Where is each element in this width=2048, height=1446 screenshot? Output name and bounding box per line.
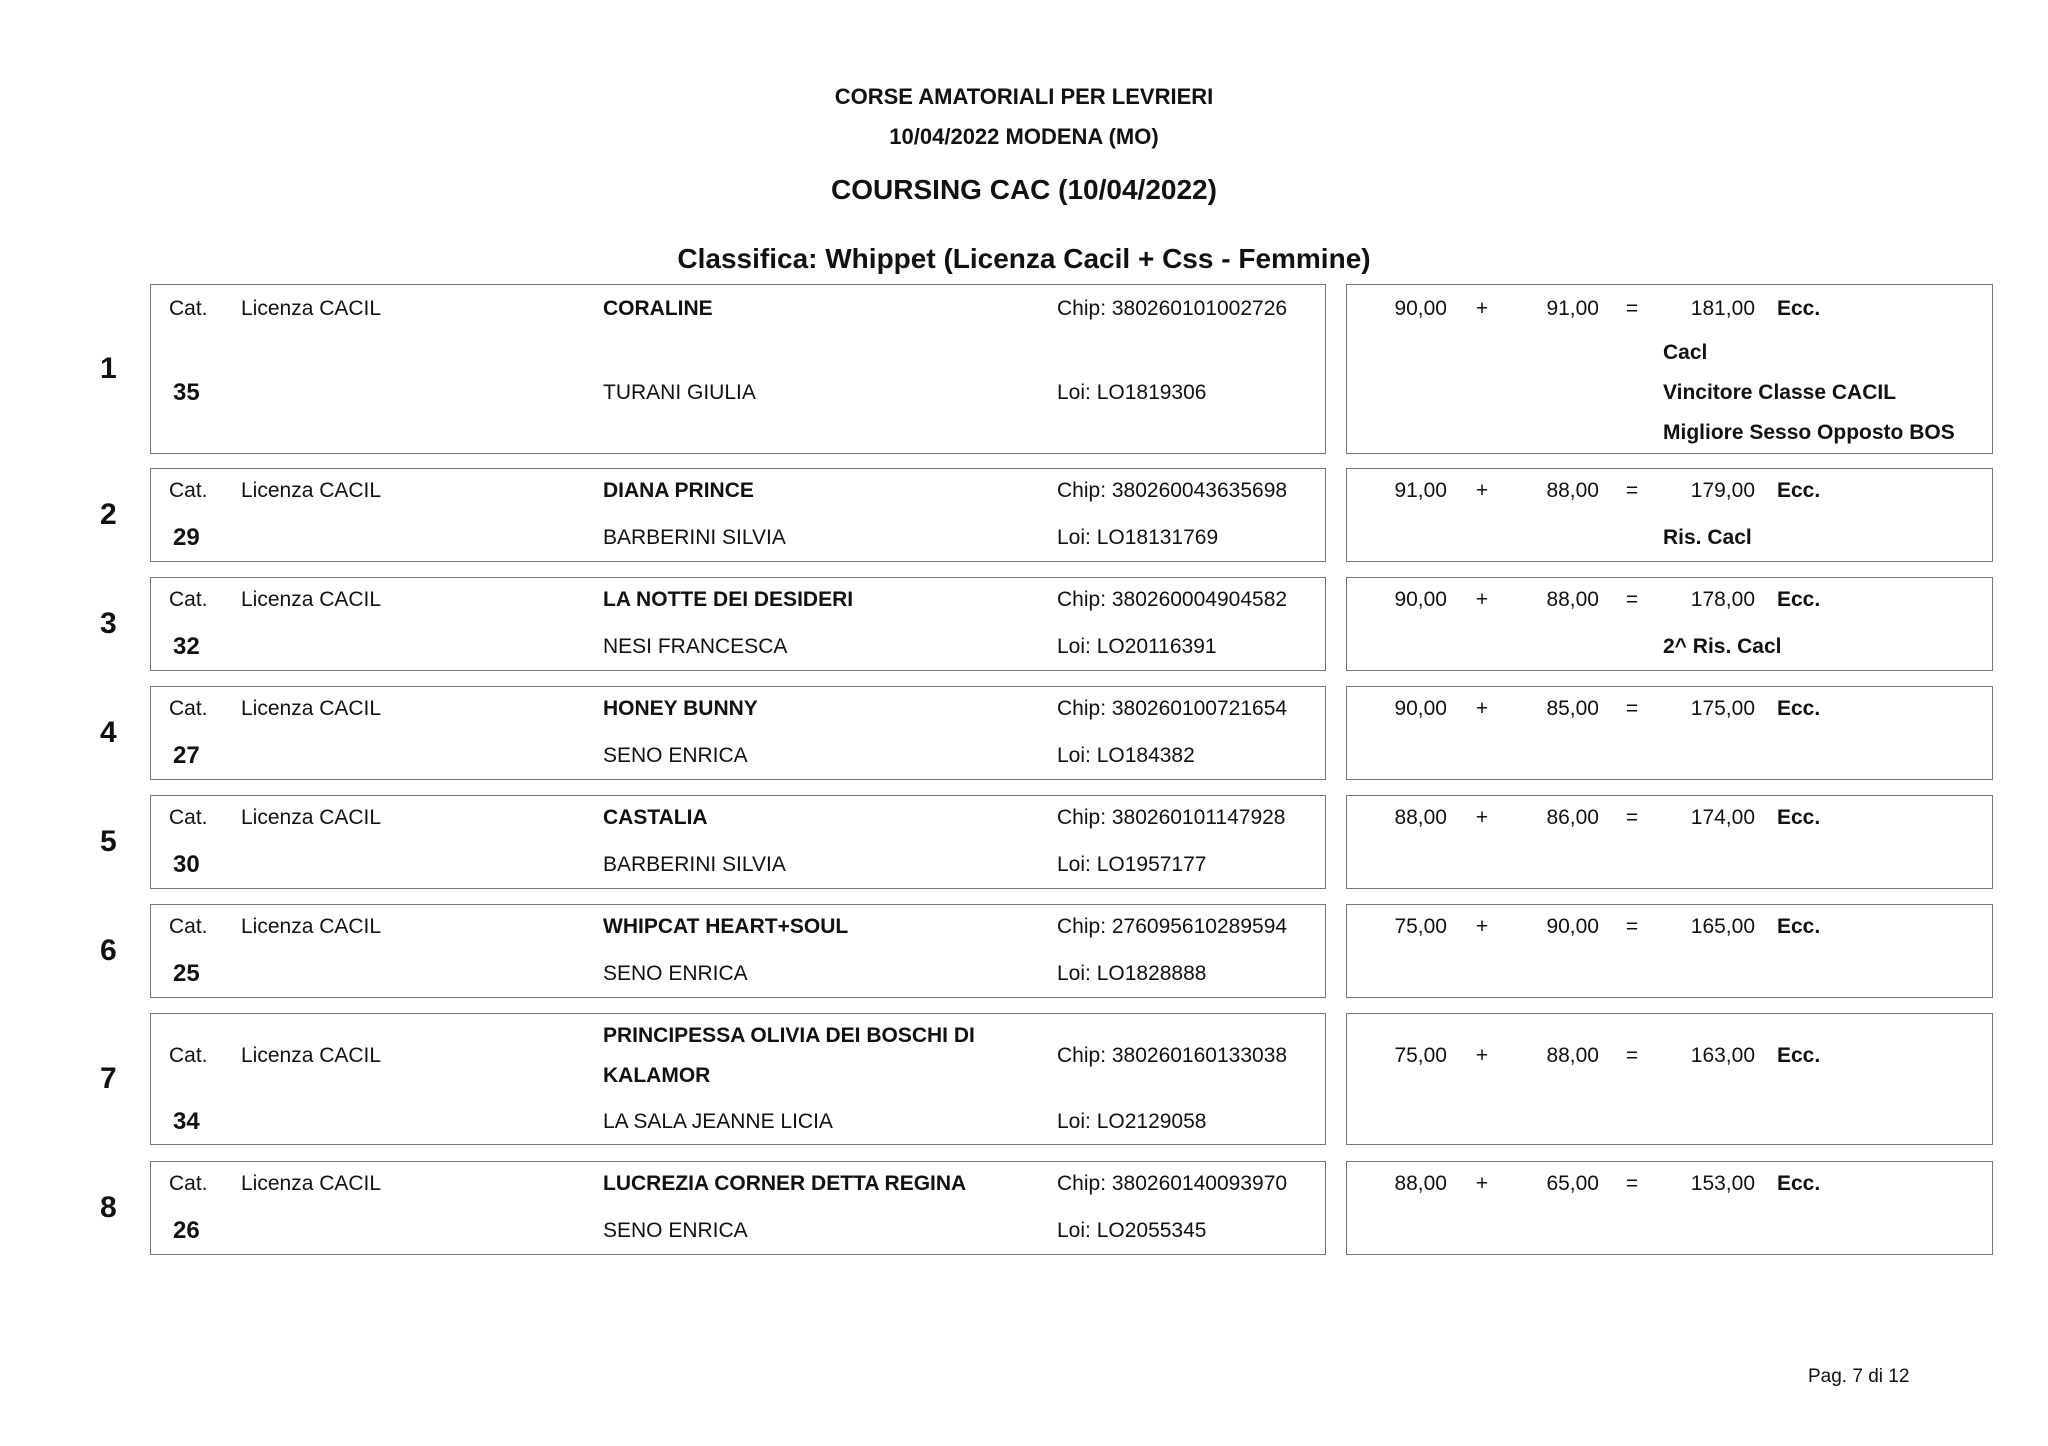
award: Ris. Cacl — [1663, 526, 1752, 549]
ranking-entry — [0, 1161, 2048, 1255]
ranking-entry — [0, 686, 2048, 780]
loi-number: Loi: LO2129058 — [1057, 1110, 1207, 1133]
score-2: 86,00 — [1546, 806, 1599, 829]
loi-number: Loi: LO18131769 — [1057, 526, 1219, 549]
award: Migliore Sesso Opposto BOS — [1663, 421, 1955, 444]
score-box — [1346, 468, 1993, 562]
loi-number: Loi: LO1828888 — [1057, 962, 1207, 985]
owner-name: SENO ENRICA — [603, 744, 748, 767]
dog-info-box — [150, 1013, 1326, 1145]
total-score: 174,00 — [1690, 806, 1755, 829]
equals-sign: = — [1625, 1172, 1639, 1195]
rank-number: 5 — [100, 825, 117, 858]
score-box — [1346, 1013, 1993, 1145]
score-2: 90,00 — [1546, 915, 1599, 938]
ranking-entry — [0, 284, 2048, 454]
owner-name: SENO ENRICA — [603, 1219, 748, 1242]
cat-label: Cat. — [169, 588, 208, 611]
license-label: Licenza CACIL — [241, 697, 382, 720]
score-2: 85,00 — [1546, 697, 1599, 720]
owner-name: NESI FRANCESCA — [603, 635, 788, 658]
license-label: Licenza CACIL — [241, 806, 382, 829]
total-score: 178,00 — [1690, 588, 1755, 611]
catalog-number: 26 — [173, 1217, 200, 1244]
ranking-entry — [0, 577, 2048, 671]
total-score: 175,00 — [1690, 697, 1755, 720]
ranking-entry — [0, 468, 2048, 562]
dog-name-line-2: KALAMOR — [603, 1064, 711, 1087]
score-1: 88,00 — [1394, 1172, 1447, 1195]
rank-number: 3 — [100, 607, 117, 640]
qualification: Ecc. — [1777, 297, 1821, 320]
score-box — [1346, 686, 1993, 780]
dog-name: LUCREZIA CORNER DETTA REGINA — [603, 1172, 967, 1195]
equals-sign: = — [1625, 806, 1639, 829]
dog-info-box — [150, 686, 1326, 780]
plus-sign: + — [1475, 1044, 1489, 1067]
score-box — [1346, 1161, 1993, 1255]
score-1: 88,00 — [1394, 806, 1447, 829]
license-label: Licenza CACIL — [241, 1172, 382, 1195]
equals-sign: = — [1625, 479, 1639, 502]
score-1: 75,00 — [1394, 915, 1447, 938]
dog-name: DIANA PRINCE — [603, 479, 754, 502]
qualification: Ecc. — [1777, 588, 1821, 611]
total-score: 179,00 — [1690, 479, 1755, 502]
score-2: 88,00 — [1546, 479, 1599, 502]
dog-name: LA NOTTE DEI DESIDERI — [603, 588, 854, 611]
rank-number: 1 — [100, 352, 117, 385]
score-box — [1346, 904, 1993, 998]
dog-name: HONEY BUNNY — [603, 697, 758, 720]
plus-sign: + — [1475, 915, 1489, 938]
equals-sign: = — [1625, 1044, 1639, 1067]
catalog-number: 32 — [173, 633, 200, 660]
cat-label: Cat. — [169, 1172, 208, 1195]
chip-number: Chip: 380260160133038 — [1057, 1044, 1288, 1067]
owner-name: LA SALA JEANNE LICIA — [603, 1110, 833, 1133]
score-2: 65,00 — [1546, 1172, 1599, 1195]
plus-sign: + — [1475, 297, 1489, 320]
owner-name: SENO ENRICA — [603, 962, 748, 985]
ranking-entry — [0, 1013, 2048, 1145]
score-1: 91,00 — [1394, 479, 1447, 502]
loi-number: Loi: LO1819306 — [1057, 381, 1207, 404]
plus-sign: + — [1475, 479, 1489, 502]
dog-name: WHIPCAT HEART+SOUL — [603, 915, 849, 938]
page-number: Pag. 7 di 12 — [1808, 1366, 1910, 1387]
award: Cacl — [1663, 341, 1708, 364]
score-box — [1346, 284, 1993, 454]
cat-label: Cat. — [169, 297, 208, 320]
dog-info-box — [150, 284, 1326, 454]
award: 2^ Ris. Cacl — [1663, 635, 1782, 658]
score-box — [1346, 577, 1993, 671]
license-label: Licenza CACIL — [241, 588, 382, 611]
plus-sign: + — [1475, 588, 1489, 611]
dog-name: PRINCIPESSA OLIVIA DEI BOSCHI DI — [603, 1024, 975, 1047]
owner-name: TURANI GIULIA — [603, 381, 756, 404]
ranking-entry — [0, 904, 2048, 998]
total-score: 165,00 — [1690, 915, 1755, 938]
equals-sign: = — [1625, 915, 1639, 938]
score-2: 91,00 — [1546, 297, 1599, 320]
catalog-number: 34 — [173, 1108, 200, 1135]
header-line-2: 10/04/2022 MODENA (MO) — [889, 124, 1159, 149]
score-1: 90,00 — [1394, 297, 1447, 320]
license-label: Licenza CACIL — [241, 915, 382, 938]
score-1: 75,00 — [1394, 1044, 1447, 1067]
cat-label: Cat. — [169, 1044, 208, 1067]
owner-name: BARBERINI SILVIA — [603, 526, 786, 549]
dog-info-box — [150, 795, 1326, 889]
equals-sign: = — [1625, 297, 1639, 320]
cat-label: Cat. — [169, 915, 208, 938]
total-score: 163,00 — [1690, 1044, 1755, 1067]
catalog-number: 35 — [173, 379, 200, 406]
license-label: Licenza CACIL — [241, 1044, 382, 1067]
catalog-number: 25 — [173, 960, 200, 987]
rank-number: 4 — [100, 716, 117, 749]
plus-sign: + — [1475, 697, 1489, 720]
rank-number: 7 — [100, 1062, 117, 1095]
total-score: 153,00 — [1690, 1172, 1755, 1195]
qualification: Ecc. — [1777, 479, 1821, 502]
header-line-1: CORSE AMATORIALI PER LEVRIERI — [834, 84, 1214, 109]
rank-number: 2 — [100, 498, 117, 531]
license-label: Licenza CACIL — [241, 479, 382, 502]
loi-number: Loi: LO184382 — [1057, 744, 1195, 767]
score-2: 88,00 — [1546, 588, 1599, 611]
score-1: 90,00 — [1394, 588, 1447, 611]
header-line-3: COURSING CAC (10/04/2022) — [831, 174, 1217, 205]
chip-number: Chip: 380260101147928 — [1057, 806, 1286, 829]
qualification: Ecc. — [1777, 915, 1821, 938]
equals-sign: = — [1625, 588, 1639, 611]
dog-info-box — [150, 1161, 1326, 1255]
plus-sign: + — [1475, 1172, 1489, 1195]
chip-number: Chip: 380260140093970 — [1057, 1172, 1288, 1195]
catalog-number: 27 — [173, 742, 200, 769]
loi-number: Loi: LO20116391 — [1057, 635, 1217, 658]
score-box — [1346, 795, 1993, 889]
catalog-number: 29 — [173, 524, 200, 551]
equals-sign: = — [1625, 697, 1639, 720]
cat-label: Cat. — [169, 806, 208, 829]
license-label: Licenza CACIL — [241, 297, 382, 320]
award: Vincitore Classe CACIL — [1663, 381, 1897, 404]
score-2: 88,00 — [1546, 1044, 1599, 1067]
ranking-title: Classifica: Whippet (Licenza Cacil + Css - Femmine) — [677, 243, 1371, 274]
loi-number: Loi: LO2055345 — [1057, 1219, 1207, 1242]
owner-name: BARBERINI SILVIA — [603, 853, 786, 876]
rank-number: 6 — [100, 934, 117, 967]
ranking-entry — [0, 795, 2048, 889]
chip-number: Chip: 380260043635698 — [1057, 479, 1288, 502]
plus-sign: + — [1475, 806, 1489, 829]
qualification: Ecc. — [1777, 1044, 1821, 1067]
cat-label: Cat. — [169, 697, 208, 720]
chip-number: Chip: 380260100721654 — [1057, 697, 1288, 720]
qualification: Ecc. — [1777, 697, 1821, 720]
loi-number: Loi: LO1957177 — [1057, 853, 1207, 876]
chip-number: Chip: 276095610289594 — [1057, 915, 1288, 938]
dog-name: CORALINE — [603, 297, 713, 320]
chip-number: Chip: 380260101002726 — [1057, 297, 1288, 320]
qualification: Ecc. — [1777, 806, 1821, 829]
dog-info-box — [150, 468, 1326, 562]
cat-label: Cat. — [169, 479, 208, 502]
chip-number: Chip: 380260004904582 — [1057, 588, 1288, 611]
catalog-number: 30 — [173, 851, 200, 878]
dog-info-box — [150, 904, 1326, 998]
qualification: Ecc. — [1777, 1172, 1821, 1195]
dog-info-box — [150, 577, 1326, 671]
rank-number: 8 — [100, 1191, 117, 1224]
dog-name: CASTALIA — [603, 806, 708, 829]
total-score: 181,00 — [1690, 297, 1755, 320]
score-1: 90,00 — [1394, 697, 1447, 720]
